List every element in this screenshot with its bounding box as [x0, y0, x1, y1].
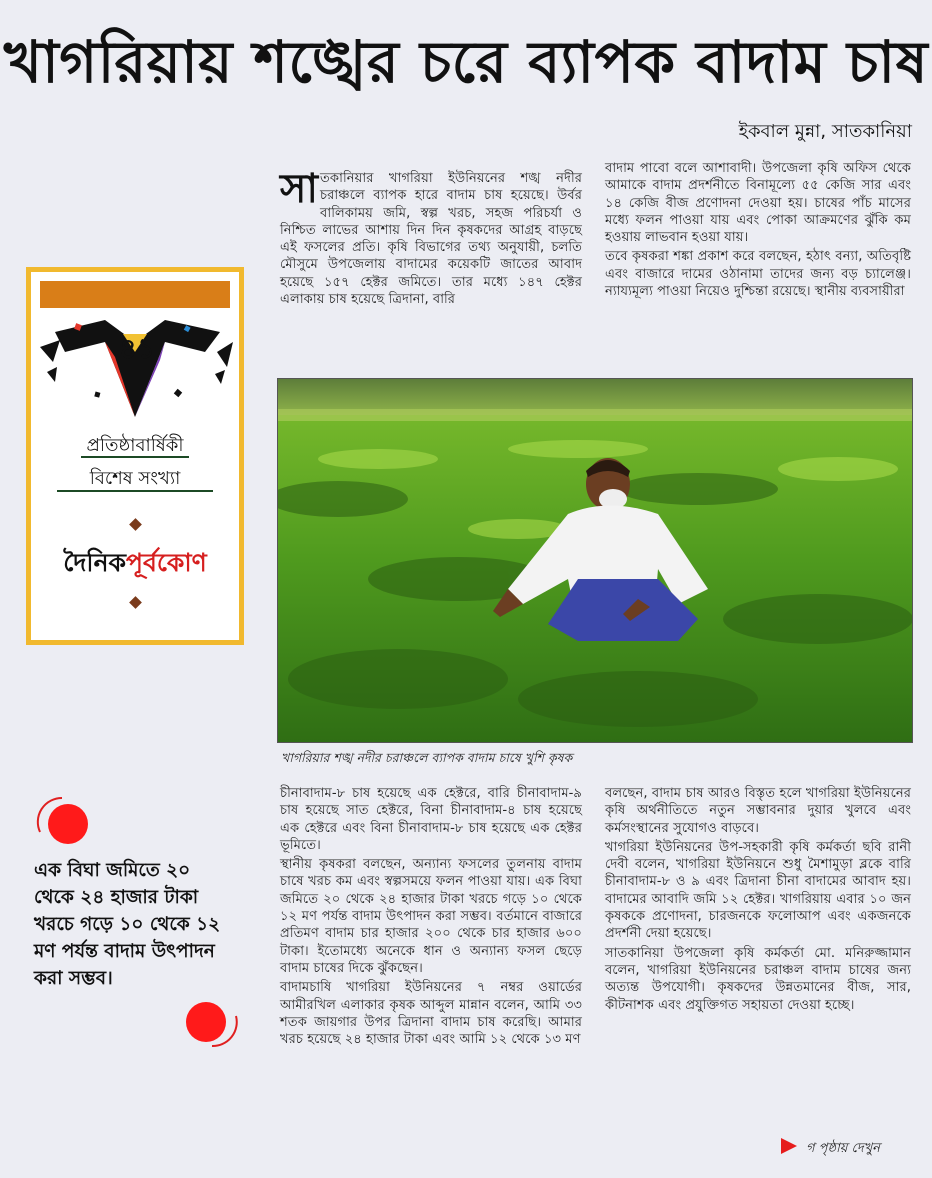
article-paragraph: তবে কৃষকরা শঙ্কা প্রকাশ করে বলছেন, হঠাৎ বন্যা, অতিবৃষ্টি এবং বাজারে দামের ওঠানামা তাদের জন্য বড় চ্যালেঞ্জ। ন্যায্যমূল্য পাওয়া নিয়েও দুশ্চিন্তা রয়েছে। স্থানীয় ব্যবসায়ীরা — [605, 249, 911, 300]
play-arrow-icon — [779, 1136, 799, 1156]
anniversary-number: ৪১ — [118, 332, 156, 365]
peanut-field-image — [278, 379, 912, 742]
byline: ইকবাল মুন্না, সাতকানিয়া — [738, 121, 912, 142]
badge-line2: বিশেষ সংখ্যা — [89, 468, 181, 489]
article-paragraph: সাতকানিয়ার খাগরিয়া ইউনিয়নের শঙ্খ নদীর চরাঞ্চলে ব্যাপক হারে বাদাম চাষ হয়েছে। উর্বর বালিকাময় জমি, স্বল্প খরচ, সহজ পরিচর্যা ও নিশ্চিত লাভের আশায় দিন দিন কৃষকদের আগ্রহ বাড়ছে এই ফসলের প্রতি। কৃষি বিভাগের তথ্য অনুযায়ী, চলতি মৌসুমে উপজেলায় বাদামের কয়েকটি জাতের আবাদ হয়েছে ১৫৭ হেক্টর জমিতে। তার মধ্যে ১৪৭ হেক্টর এলাকায় চাষ হয়েছে ত্রিদানা, বারি — [280, 166, 582, 308]
article-col2-top — [605, 160, 911, 302]
badge-color-band — [40, 281, 230, 308]
article-col1-top — [280, 166, 582, 310]
diamond-icon — [129, 596, 142, 609]
brand-purbokon: পূর্বকোণ — [126, 548, 207, 577]
article-paragraph: স্থানীয় কৃষকরা বলছেন, অন্যান্য ফসলের তুলনায় বাদাম চাষে খরচ কম এবং স্বল্পসময়ে ফলন পাওয়া যায়। এক বিঘা জমিতে ২০ থেকে ২৪ হাজার টাকা খরচে গড়ে ১০ থেকে ১২ মণ পর্যন্ত বাদাম উৎপাদন করা সম্ভব। বর্তমানে বাজারে প্রতিমণ বাদাম চার হাজার ২০০ থেকে চার হাজার ৬০০ টাকা। ইতোমধ্যে অনেকে ধান ও অন্যান্য ফসল ছেড়ে বাদাম চাষের দিকে ঝুঁকছেন। — [280, 857, 582, 976]
badge-divider — [57, 490, 213, 492]
photo-caption: খাগরিয়ার শঙ্খ নদীর চরাঞ্চলে ব্যাপক বাদাম চাষে খুশি কৃষক — [281, 750, 573, 765]
article-paragraph: সাতকানিয়া উপজেলা কৃষি কর্মকর্তা মো. মনিরুজ্জামান বলেন, খাগরিয়া ইউনিয়নের চরাঞ্চল বাদাম চাষের জন্য অত্যন্ত উপযোগী। কৃষকদের উন্নতমানের বীজ, সার, কীটনাশক এবং প্রযুক্তিগত সহায়তা দেওয়া হচ্ছে। — [605, 945, 911, 1013]
brand-dainik: দৈনিক — [63, 548, 126, 577]
continued-notice: গ পৃষ্ঠায় দেখুন — [806, 1141, 880, 1156]
badge-line1: প্রতিষ্ঠাবার্ষিকী — [86, 435, 184, 456]
article-paragraph: চীনাবাদাম-৮ চাষ হয়েছে এক হেক্টরে, বারি চীনাবাদাম-৯ চাষ হয়েছে সাত হেক্টরে, বিনা চীনাবাদাম-৪ চাষ হয়েছে এক হেক্টরে এবং বিনা চীনাবাদাম-৮ চাষ হয়েছে এক হেক্টর ভূমিতে। — [280, 786, 582, 853]
article-paragraph: বলছেন, বাদাম চাষ আরও বিস্তৃত হলে খাগরিয়া ইউনিয়নের কৃষি অর্থনীতিতে নতুন সম্ভাবনার দুয়ার খুলবে এবং কর্মসংস্থানের সুযোগও বাড়বে। — [605, 786, 911, 836]
article-paragraph: বাদাম পাবো বলে আশাবাদী। উপজেলা কৃষি অফিস থেকে আমাকে বাদাম প্রদর্শনীতে বিনামূল্যে ৫৫ কেজি সার এবং ১৪ কেজি বীজ প্রণোদনা দেওয়া হয়। চাষের পাঁচ মাসের মধ্যে ফলন পাওয়া যায় এবং পোকা আক্রমণের ঝুঁকি কম হওয়ায় লাভবান হওয়া যায়। — [605, 161, 911, 246]
anniversary-badge — [26, 267, 244, 645]
article-col2-bottom — [605, 785, 911, 1016]
dropcap: সা — [280, 166, 319, 212]
badge-divider — [81, 456, 189, 458]
article-paragraph: বাদামচাষি খাগরিয়া ইউনিয়নের ৭ নম্বর ওয়ার্ডের আমীরখিল এলাকার কৃষক আব্দুল মান্নান বলেন, আমি ৩৩ শতক জায়গার উপর ত্রিদানা বাদাম চাষ করেছি। আমার খরচ হয়েছে ২৪ হাজার টাকা এবং আমি ১২ থেকে ১৩ মণ — [280, 980, 582, 1048]
article-col1-bottom — [280, 785, 582, 1050]
newspaper-brand — [31, 543, 239, 586]
pull-quote: এক বিঘা জমিতে ২০ থেকে ২৪ হাজার টাকা খরচে গড়ে ১০ থেকে ১২ মণ পর্যন্ত বাদাম উৎপাদন করা সম্ভব। — [34, 860, 221, 989]
farmer-photo — [277, 378, 913, 743]
red-dot-icon — [32, 792, 92, 852]
headline: খাগরিয়ায় শঙ্খের চরে ব্যাপক বাদাম চাষ — [3, 28, 929, 96]
article-paragraph: খাগরিয়া ইউনিয়নের উপ-সহকারী কৃষি কর্মকর্তা ছবি রানী দেবী বলেন, খাগরিয়া ইউনিয়নে শুধু মৈশামুড়া ব্লকে বারি চীনাবাদাম-৮ ও ৯ এবং ত্রিদানা চীনা বাদামের আবাদ হয়। বাদামের আবাদি জমি ১২ হেক্টর। খাগরিয়ায় এবার ১০ জন কৃষককে প্রণোদনা, চারজনকে ফলোআপ এবং একজনকে প্রদর্শনী দেয়া হয়েছে। — [605, 839, 911, 942]
diamond-icon — [129, 518, 142, 531]
red-dot-icon — [178, 996, 240, 1052]
